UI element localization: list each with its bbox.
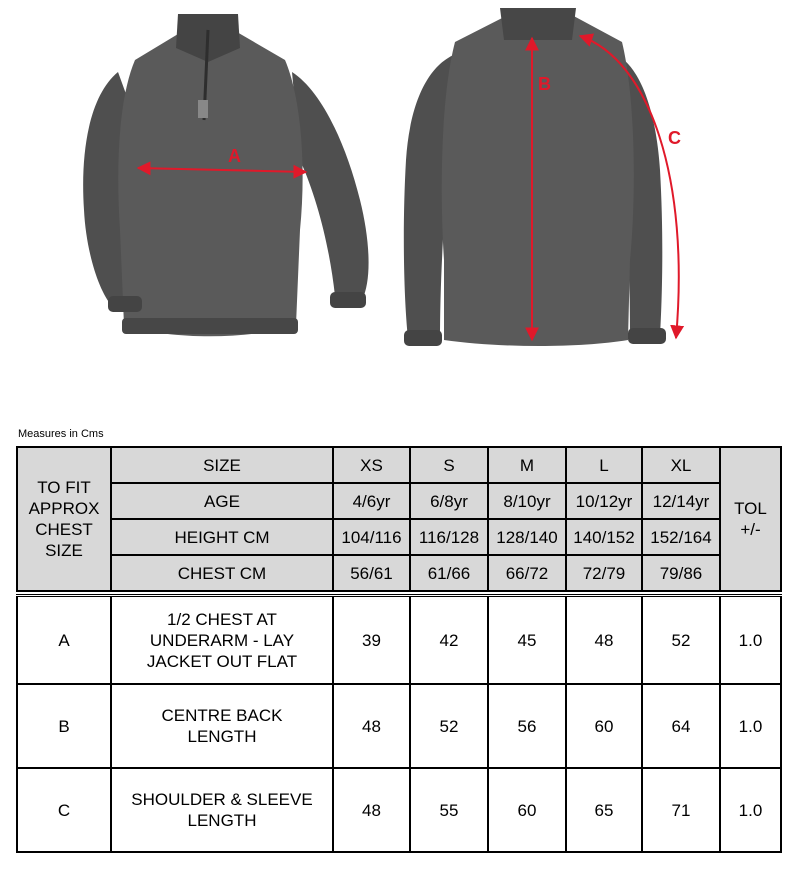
front-fleece-image <box>83 14 368 336</box>
measure-value: 64 <box>642 684 720 768</box>
measurement-row-a <box>17 596 781 685</box>
measure-description: CENTRE BACK LENGTH <box>111 684 333 768</box>
height-cell: 140/152 <box>566 519 642 555</box>
measure-value: 65 <box>566 768 642 852</box>
size-chart-table <box>16 446 782 853</box>
measure-description: SHOULDER & SLEEVE LENGTH <box>111 768 333 852</box>
header-row-chest <box>17 555 781 591</box>
chest-cell: 66/72 <box>488 555 566 591</box>
measure-value: 55 <box>410 768 488 852</box>
row-label: CHEST CM <box>111 555 333 591</box>
size-cell: XL <box>642 447 720 483</box>
tolerance-value: 1.0 <box>720 684 781 768</box>
back-fleece-image <box>404 8 679 346</box>
measure-value: 45 <box>488 596 566 685</box>
chest-cell: 72/79 <box>566 555 642 591</box>
height-cell: 152/164 <box>642 519 720 555</box>
measure-value: 71 <box>642 768 720 852</box>
row-label: AGE <box>111 483 333 519</box>
measure-value: 39 <box>333 596 410 685</box>
size-cell: L <box>566 447 642 483</box>
measure-value: 60 <box>488 768 566 852</box>
size-cell: XS <box>333 447 410 483</box>
measure-value: 48 <box>333 684 410 768</box>
row-label: SIZE <box>111 447 333 483</box>
size-cell: S <box>410 447 488 483</box>
measure-code: A <box>17 596 111 685</box>
fit-chest-header: TO FIT APPROX CHEST SIZE <box>17 447 111 591</box>
measure-label-c: C <box>668 128 681 148</box>
measure-label-b: B <box>538 74 551 94</box>
age-cell: 12/14yr <box>642 483 720 519</box>
height-cell: 128/140 <box>488 519 566 555</box>
chest-cell: 56/61 <box>333 555 410 591</box>
age-cell: 6/8yr <box>410 483 488 519</box>
measure-value: 52 <box>642 596 720 685</box>
tolerance-value: 1.0 <box>720 596 781 685</box>
tolerance-header: TOL +/- <box>720 447 781 591</box>
measure-value: 56 <box>488 684 566 768</box>
age-cell: 8/10yr <box>488 483 566 519</box>
garment-illustration <box>0 0 800 380</box>
measure-value: 42 <box>410 596 488 685</box>
tolerance-value: 1.0 <box>720 768 781 852</box>
chest-cell: 61/66 <box>410 555 488 591</box>
measure-value: 60 <box>566 684 642 768</box>
measure-code: C <box>17 768 111 852</box>
measure-description: 1/2 CHEST AT UNDERARM - LAY JACKET OUT FLAT <box>111 596 333 685</box>
measure-value: 48 <box>333 768 410 852</box>
header-row-size <box>17 447 781 483</box>
measure-code: B <box>17 684 111 768</box>
measurement-row-b <box>17 684 781 768</box>
header-row-height <box>17 519 781 555</box>
measurement-row-c <box>17 768 781 852</box>
measure-value: 48 <box>566 596 642 685</box>
measure-label-a: A <box>228 146 241 166</box>
height-cell: 116/128 <box>410 519 488 555</box>
size-cell: M <box>488 447 566 483</box>
units-caption: Measures in Cms <box>18 428 104 440</box>
row-label: HEIGHT CM <box>111 519 333 555</box>
age-cell: 10/12yr <box>566 483 642 519</box>
measure-value: 52 <box>410 684 488 768</box>
age-cell: 4/6yr <box>333 483 410 519</box>
header-row-age <box>17 483 781 519</box>
height-cell: 104/116 <box>333 519 410 555</box>
chest-cell: 79/86 <box>642 555 720 591</box>
